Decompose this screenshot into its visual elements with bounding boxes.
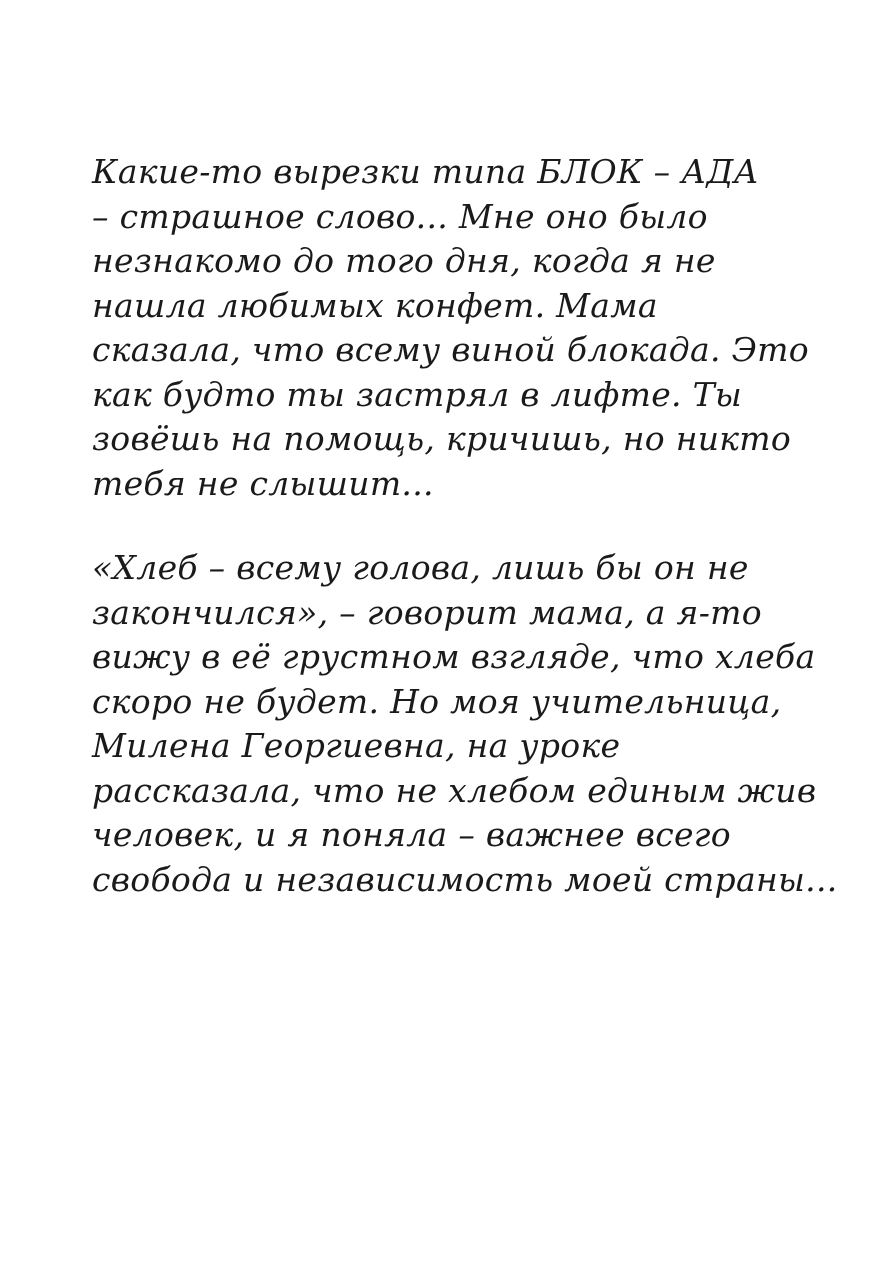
paragraph-line: рассказала, что не хлебом единым жив [92,770,817,810]
paragraph-line: нашла любимых конфет. Мама [92,285,658,325]
paragraph-line: человек, и я поняла – важнее всего [92,815,731,854]
paragraph-line: как будто ты застрял в лифте. Ты [92,374,743,414]
paragraph-line: «Хлеб – всему голова, лишь бы он не [92,548,749,587]
paragraph-line: вижу в её грустном взгляде, что хлеба [92,637,816,676]
paragraph-line: – страшное слово... Мне оно было [92,196,708,236]
paragraph-line: Какие-то вырезки типа БЛОК – АДА [92,152,759,191]
paragraph-line: тебя не слышит... [92,463,434,503]
paragraph-line: зовёшь на помощь, кричишь, но никто [92,419,792,458]
paragraph-line: скоро не будет. Но моя учительница, [92,681,782,721]
paragraph-line: свобода и независимость моей страны... [92,859,838,899]
paragraph-line: закончился», – говорит мама, а я-то [92,592,762,632]
paragraph-line: незнакомо до того дня, когда я не [92,241,716,280]
paragraph-2 [92,546,838,902]
paragraph-line: сказала, что всему виной блокада. Это [92,330,809,369]
paragraph-1 [92,150,832,506]
paragraph-line: Милена Георгиевна, на уроке [92,726,621,765]
